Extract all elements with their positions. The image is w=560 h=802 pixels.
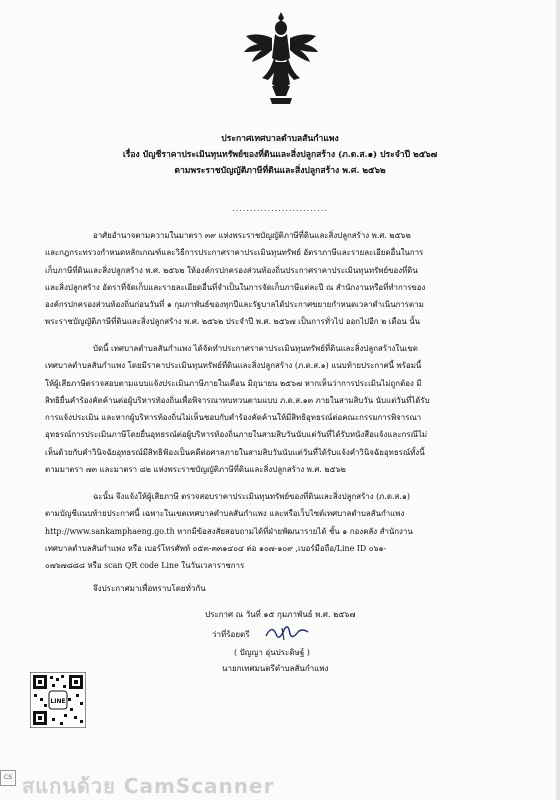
paragraph-line: ตามบัญชีแนบท้ายประกาศนี้ เฉพาะในเขตเทศบาลตำบลสันกำแพง และหรือเว็บไซต์เทศบาลตำบลสันกำแพง <box>45 509 405 519</box>
paragraph-line: อุทธรณ์การประเมินภาษีโดยยื่นอุทธรณ์ต่อผู้บริหารท้องถิ่นภายในสามสิบวันนับแต่วันที่ได้รับหนังสือแจ้งและกรณีไม่ <box>45 430 428 440</box>
paragraph-line: อาศัยอำนาจตามความในมาตรา ๓๙ แห่งพระราชบัญญัติภาษีที่ดินและสิ่งปลูกสร้าง พ.ศ. ๒๕๖๒ <box>93 231 411 240</box>
acting-rank: ว่าที่ร้อยตรี <box>212 630 250 639</box>
qr-line-label: LINE <box>50 698 66 705</box>
paragraph-line: ๐๗๖๗๘๘๘ หรือ scan QR code Line ในวันเวลาราชการ <box>45 561 245 571</box>
paragraph-line: เทศบาลตำบลสันกำแพง โดยมีราคาประเมินทุนทรัพย์ที่ดินและสิ่งปลูกสร้าง (ภ.ด.ส.๑) แนบท้ายประกาศนี้ พร้อมนี้ <box>45 361 422 371</box>
paragraph-2 <box>45 340 517 478</box>
camscanner-watermark: สแกนด้วย CamScanner <box>22 774 275 798</box>
paragraph-line: เก็บภาษีที่ดินและสิ่งปลูกสร้าง พ.ศ. ๒๕๖๒ ให้องค์กรปกครองส่วนท้องถิ่นประกาศราคาประเมินทุนทรัพย์ของที่ดิน <box>45 265 418 275</box>
paragraph-line: เทศบาลตำบลสันกำแพง หรือ เบอร์โทรศัพท์ ๐๕๓-๓๓๑๔๐๔ ต่อ ๑๐๗-๑๐๙ ,เบอร์มือถือ/Line ID ๐๖๑- <box>45 543 387 553</box>
doc-subject: เรื่อง บัญชีราคาประเมินทุนทรัพย์ของที่ดินและสิ่งปลูกสร้าง (ภ.ด.ส.๑) ประจำปี ๒๕๖๗ <box>122 150 438 160</box>
paragraph-line: ฉะนั้น จึงแจ้งให้ผู้เสียภาษี ตรวจสอบราคาประเมินทุนทรัพย์ของที่ดินและสิ่งปลูกสร้าง (ภ.ด.ส.๑) <box>93 492 410 501</box>
paragraph-line: บัดนี้ เทศบาลตำบลสันกำแพง ได้จัดทำประกาศราคาประเมินทุนทรัพย์ที่ดินและสิ่งปลูกสร้างในเขต <box>93 344 418 353</box>
paragraph-line: และสิ่งปลูกสร้าง อัตราที่จัดเก็บและรายละเอียดอื่นที่จำเป็นในการจัดเก็บภาษีแต่ละปี ณ สำนักงานหรือที่ทำการของ <box>45 282 426 292</box>
paragraph-line: และกฎกระทรวงกำหนดหลักเกณฑ์และวิธีการประกาศราคาประเมินทุนทรัพย์ อัตราภาษีและรายละเอียดอื่นในการ <box>45 248 424 258</box>
handwritten-signature <box>262 622 312 644</box>
doc-subject-law: ตามพระราชบัญญัติภาษีที่ดินและสิ่งปลูกสร้าง พ.ศ. ๒๕๖๒ <box>174 166 386 176</box>
signer-position: นายกเทศมนตรีตำบลสันกำแพง <box>222 664 329 673</box>
paragraph-line: พระราชบัญญัติภาษีที่ดินและสิ่งปลูกสร้าง พ.ศ. ๒๕๖๒ ประจำปี พ.ศ. ๒๕๖๗ เป็นการทั่วไป ออกไปอีก ๒ เดือน นั้น <box>45 317 421 327</box>
paragraph-line: สิทธิยื่นคำร้องคัดค้านต่อผู้บริหารท้องถิ่นเพื่อพิจารณาทบทวนตามแบบ ภ.ด.ส.๑๓ ภายในสามสิบวัน นับแต่วันที่ได้รับ <box>45 395 430 405</box>
paragraph-line: ตามมาตรา ๗๓ และมาตรา ๘๒ แห่งพระราชบัญญัติภาษีที่ดินและสิ่งปลูกสร้าง พ.ศ. ๒๕๖๒ <box>45 465 346 475</box>
paragraph-line: การแจ้งประเมิน และหากผู้บริหารท้องถิ่นไม่เห็นชอบกับคำร้องคัดค้านให้มีสิทธิอุทธรณ์ต่อคณะกรรมการพิจารณา <box>45 413 422 423</box>
line-qr-code-icon <box>30 672 86 728</box>
announce-date: ประกาศ ณ วันที่ ๑๕ กุมภาพันธ์ พ.ศ. ๒๕๖๗ <box>205 610 356 619</box>
paragraph-line: องค์กรปกครองส่วนท้องถิ่นก่อนวันที่ ๑ กุมภาพันธ์ของทุกปีและรัฐบาลได้ประกาศขยายกำหนดเวลาดำเนินการตาม <box>45 300 424 310</box>
paragraph-3 <box>45 488 517 574</box>
paragraph-line: เห็นด้วยกับคำวินิจฉัยอุทธรณ์มีสิทธิฟ้องเป็นคดีต่อศาลภายในสามสิบวันนับแต่วันที่ได้รับแจ้งคำวินิจฉัยอุทธรณ์ทั้งนี้ <box>45 447 425 457</box>
paragraph-line: ให้ผู้เสียภาษีตรวจสอบตามแบบแจ้งประเมินภาษีภายในเดือน มิถุนายน ๒๕๖๗ หากเห็นว่าการประเมินไม่ถูกต้อง มี <box>45 378 422 388</box>
separator-dots: ........................... <box>232 204 328 213</box>
paragraph-1 <box>45 227 517 331</box>
paragraph-line: http://www.sankamphaeng.go.th หากมีข้อสงสัยสอบถามได้ที่ฝ่ายพัฒนารายได้ ชั้น ๑ กองคลัง สำนักงาน <box>45 526 413 536</box>
garuda-emblem-icon <box>242 8 320 108</box>
signer-name: ( ปัญญา อุ่นประดิษฐ์ ) <box>234 648 310 657</box>
page-edge <box>556 0 560 800</box>
camscanner-badge: CS <box>0 770 16 786</box>
closing-line: จึงประกาศมาเพื่อทราบโดยทั่วกัน <box>93 584 206 593</box>
doc-title: ประกาศเทศบาลตำบลสันกำแพง <box>221 134 339 144</box>
